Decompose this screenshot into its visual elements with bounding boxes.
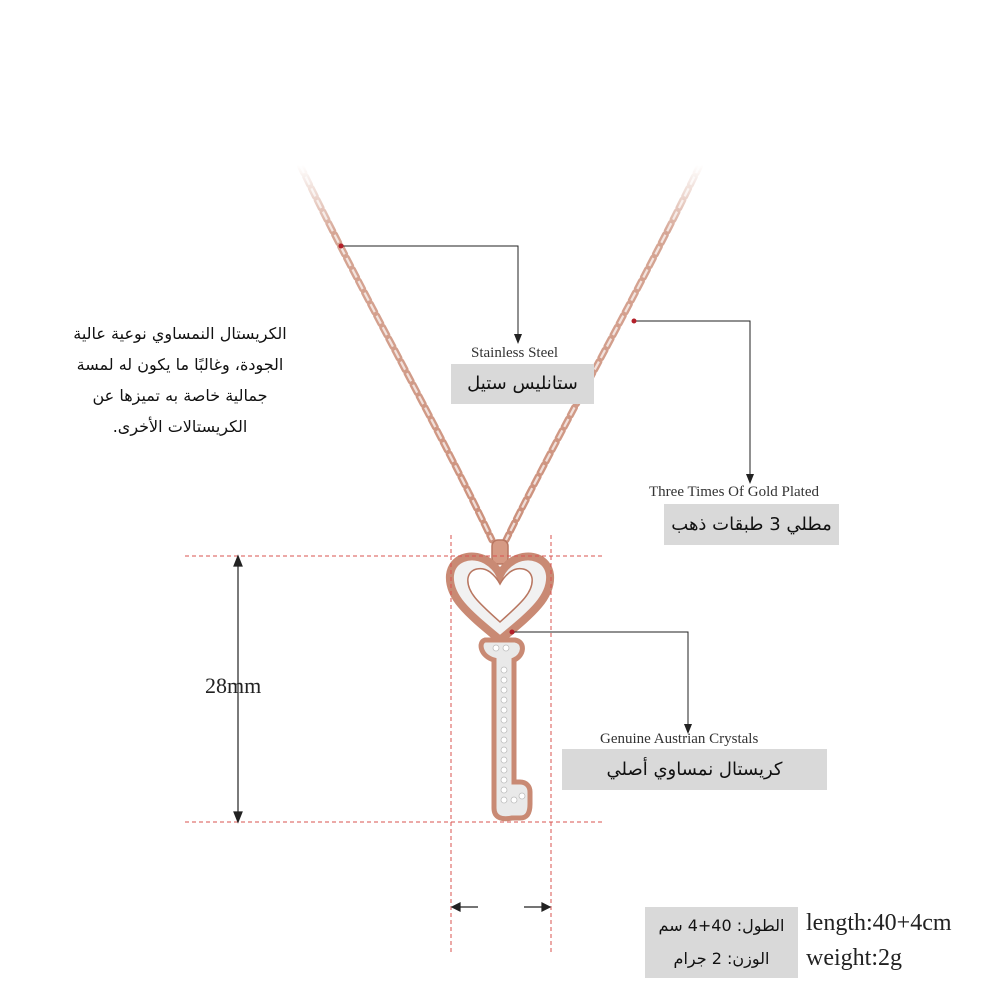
length-ar: الطول: 40+4 سم: [645, 907, 798, 945]
key-pendant: [450, 556, 550, 818]
weight-ar: الوزن: 2 جرام: [645, 940, 798, 978]
callout-crystal-en: Genuine Austrian Crystals: [600, 731, 759, 747]
arabic-description: الكريستال النمساوي نوعية عالية الجودة، وغالبًا ما يكون له لمسة جمالية خاصة به تميزها عن الكريستالات الأخرى.: [73, 324, 287, 436]
callout-gold-en: Three Times Of Gold Plated: [649, 484, 819, 500]
callout-crystal-ar: كريستال نمساوي أصلي: [562, 749, 827, 790]
height-label: 28mm: [205, 673, 262, 698]
pendant-bail: [492, 540, 508, 564]
weight-en: weight:2g: [806, 945, 902, 971]
callout-gold-ar: مطلي 3 طبقات ذهب: [664, 504, 839, 545]
callout-steel-ar: ستانليس ستيل: [451, 364, 594, 404]
length-en: length:40+4cm: [806, 910, 952, 936]
callout-steel-en: Stainless Steel: [471, 345, 559, 361]
width-arrows: [452, 903, 550, 911]
